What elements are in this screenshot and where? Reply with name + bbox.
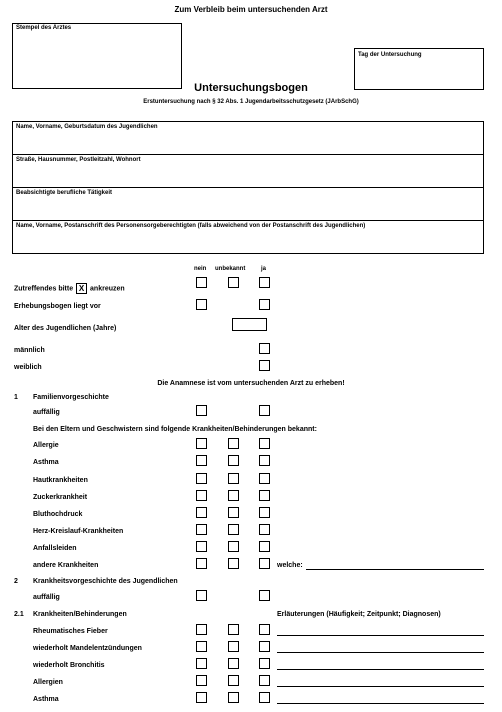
explanation-input[interactable] xyxy=(277,669,484,670)
family-cb-unbekannt[interactable] xyxy=(228,490,239,501)
disease-item-label: wiederholt Bronchitis xyxy=(33,662,105,669)
instruction-cb-unbekannt[interactable] xyxy=(228,277,239,288)
family-cb-ja[interactable] xyxy=(259,507,270,518)
family-cb-nein[interactable] xyxy=(196,558,207,569)
other-diseases-which-input[interactable] xyxy=(306,569,484,570)
family-cb-unbekannt[interactable] xyxy=(228,455,239,466)
family-cb-unbekannt[interactable] xyxy=(228,438,239,449)
family-item-label: Zuckerkrankheit xyxy=(33,494,88,501)
exam-date-label: Tag der Untersuchung xyxy=(358,52,422,58)
anamnesis-note: Die Anamnese ist vom untersuchenden Arzt zu erheben! xyxy=(157,380,345,387)
family-cb-nein[interactable] xyxy=(196,473,207,484)
explanation-input[interactable] xyxy=(277,703,484,704)
family-cb-ja[interactable] xyxy=(259,490,270,501)
family-cb-nein[interactable] xyxy=(196,541,207,552)
col-unbekannt: unbekannt xyxy=(215,266,246,272)
family-cb-unbekannt[interactable] xyxy=(228,524,239,535)
doctor-stamp-field[interactable] xyxy=(12,23,182,89)
family-cb-ja[interactable] xyxy=(259,558,270,569)
disease-cb-unbekannt[interactable] xyxy=(228,658,239,669)
family-cb-nein[interactable] xyxy=(196,438,207,449)
age-input[interactable] xyxy=(232,318,267,331)
disease-cb-unbekannt[interactable] xyxy=(228,692,239,703)
disease-cb-ja[interactable] xyxy=(259,624,270,635)
family-cb-ja[interactable] xyxy=(259,455,270,466)
disease-cb-ja[interactable] xyxy=(259,641,270,652)
disease-cb-unbekannt[interactable] xyxy=(228,624,239,635)
family-cb-ja[interactable] xyxy=(259,473,270,484)
section1-intro: Bei den Eltern und Geschwistern sind folgende Krankheiten/Behinderungen bekannt: xyxy=(33,426,317,433)
doctor-stamp-label: Stempel des Arztes xyxy=(16,25,72,31)
survey-label: Erhebungsbogen liegt vor xyxy=(14,303,101,310)
male-cb[interactable] xyxy=(259,343,270,354)
section2-conspicuous-cb-ja[interactable] xyxy=(259,590,270,601)
document-title: Zum Verbleib beim untersuchenden Arzt xyxy=(174,5,328,14)
explanation-input[interactable] xyxy=(277,652,484,653)
family-item-label: Herz-Kreislauf-Krankheiten xyxy=(33,528,124,535)
survey-cb-ja[interactable] xyxy=(259,299,270,310)
youth-name-field[interactable] xyxy=(12,121,484,155)
male-label: männlich xyxy=(14,347,45,354)
disease-cb-nein[interactable] xyxy=(196,692,207,703)
disease-cb-nein[interactable] xyxy=(196,624,207,635)
section1-conspicuous-cb-ja[interactable] xyxy=(259,405,270,416)
section2-conspicuous-label: auffällig xyxy=(33,594,60,601)
family-cb-unbekannt[interactable] xyxy=(228,473,239,484)
disease-item-label: Allergien xyxy=(33,679,63,686)
col-nein: nein xyxy=(194,266,207,272)
family-cb-nein[interactable] xyxy=(196,507,207,518)
section2-number: 2 xyxy=(14,578,18,585)
disease-cb-nein[interactable] xyxy=(196,641,207,652)
disease-item-label: wiederholt Mandelentzündungen xyxy=(33,645,142,652)
family-item-label: Allergie xyxy=(33,442,59,449)
instruction-cb-ja[interactable] xyxy=(259,277,270,288)
guardian-label: Name, Vorname, Postanschrift des Personensorgeberechtigten (falls abweichend von der Postanschrift des Jugendlichen) xyxy=(16,223,366,229)
section1-title: Familienvorgeschichte xyxy=(33,394,109,401)
family-cb-unbekannt[interactable] xyxy=(228,558,239,569)
instruction-before: Zutreffendes bitte xyxy=(14,285,74,293)
survey-cb-nein[interactable] xyxy=(196,299,207,310)
disease-cb-ja[interactable] xyxy=(259,675,270,686)
instruction-text xyxy=(14,283,125,294)
family-item-label: andere Krankheiten xyxy=(33,562,99,569)
explanation-input[interactable] xyxy=(277,686,484,687)
section21-title: Krankheiten/Behinderungen xyxy=(33,611,127,618)
youth-name-label: Name, Vorname, Geburtsdatum des Jugendlichen xyxy=(16,124,158,130)
disease-cb-unbekannt[interactable] xyxy=(228,641,239,652)
family-item-label: Hautkrankheiten xyxy=(33,477,88,484)
family-item-label: Bluthochdruck xyxy=(33,511,83,518)
section2-title: Krankheitsvorgeschichte des Jugendlichen xyxy=(33,578,178,585)
family-item-label: Anfallsleiden xyxy=(33,545,77,552)
family-cb-nein[interactable] xyxy=(196,490,207,501)
section21-explanation-header: Erläuterungen (Häufigkeit; Zeitpunkt; Diagnosen) xyxy=(277,611,441,618)
section21-number: 2.1 xyxy=(14,611,24,618)
section1-conspicuous-cb-nein[interactable] xyxy=(196,405,207,416)
disease-cb-nein[interactable] xyxy=(196,675,207,686)
family-cb-nein[interactable] xyxy=(196,524,207,535)
address-field[interactable] xyxy=(12,154,484,188)
instruction-cb-nein[interactable] xyxy=(196,277,207,288)
female-cb[interactable] xyxy=(259,360,270,371)
form-subtitle: Erstuntersuchung nach § 32 Abs. 1 Jugendarbeitsschutzgesetz (JArbSchG) xyxy=(143,99,359,105)
section1-number: 1 xyxy=(14,394,18,401)
family-cb-ja[interactable] xyxy=(259,524,270,535)
explanation-input[interactable] xyxy=(277,635,484,636)
example-check-icon: X xyxy=(76,283,87,294)
family-cb-ja[interactable] xyxy=(259,541,270,552)
disease-item-label: Asthma xyxy=(33,696,59,703)
family-item-label: Asthma xyxy=(33,459,59,466)
age-label: Alter des Jugendlichen (Jahre) xyxy=(14,325,117,332)
family-cb-ja[interactable] xyxy=(259,438,270,449)
occupation-field[interactable] xyxy=(12,187,484,221)
family-cb-unbekannt[interactable] xyxy=(228,541,239,552)
disease-item-label: Rheumatisches Fieber xyxy=(33,628,108,635)
form-title: Untersuchungsbogen xyxy=(194,82,308,94)
col-ja: ja xyxy=(261,266,267,272)
female-label: weiblich xyxy=(14,364,42,371)
other-diseases-which-label: welche: xyxy=(277,562,303,569)
instruction-after: ankreuzen xyxy=(90,285,125,293)
family-cb-nein[interactable] xyxy=(196,455,207,466)
disease-cb-ja[interactable] xyxy=(259,692,270,703)
section2-conspicuous-cb-nein[interactable] xyxy=(196,590,207,601)
address-label: Straße, Hausnummer, Postleitzahl, Wohnort xyxy=(16,157,141,163)
disease-cb-nein[interactable] xyxy=(196,658,207,669)
disease-cb-ja[interactable] xyxy=(259,658,270,669)
guardian-field[interactable] xyxy=(12,220,484,254)
section1-conspicuous-label: auffällig xyxy=(33,409,60,416)
disease-cb-unbekannt[interactable] xyxy=(228,675,239,686)
occupation-label: Beabsichtigte berufliche Tätigkeit xyxy=(16,190,113,196)
family-cb-unbekannt[interactable] xyxy=(228,507,239,518)
